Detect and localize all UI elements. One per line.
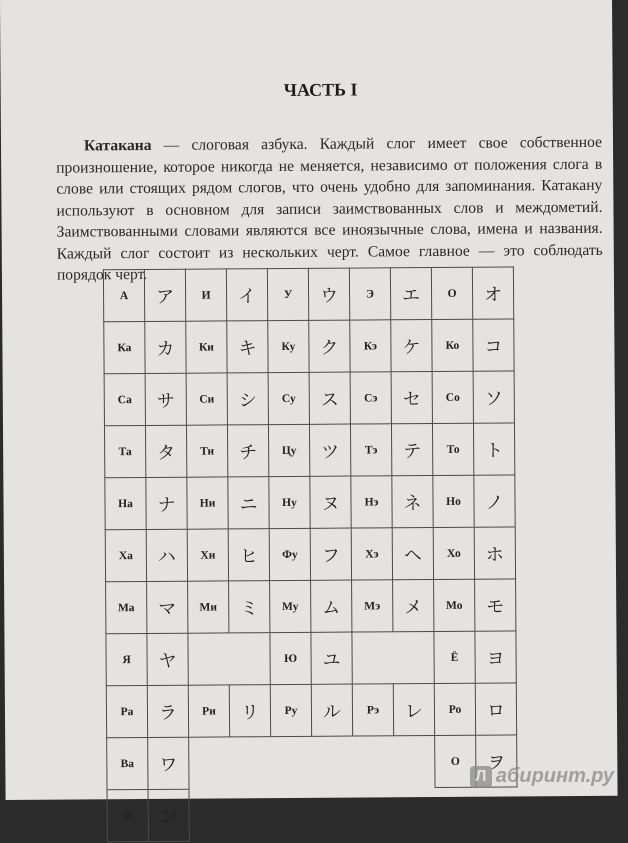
table-row [104,371,514,426]
katakana-glyph: ト [473,423,514,475]
syllable-reading: Хо [433,527,474,579]
empty-area [435,787,517,840]
table-row [106,683,516,738]
table-row [107,787,517,842]
katakana-glyph: ル [311,684,352,736]
syllable-reading: Су [268,372,309,424]
blank-cell [188,633,270,686]
katakana-glyph: ク [309,320,350,372]
syllable-reading: Ни [187,477,228,529]
katakana-glyph: ハ [146,529,187,581]
katakana-glyph: ヌ [310,476,351,528]
syllable-reading: И [185,269,226,321]
syllable-reading: А [103,269,144,321]
katakana-glyph: カ [145,321,186,373]
katakana-glyph: シ [227,373,268,425]
katakana-glyph: モ [475,579,516,631]
empty-area [271,736,353,789]
syllable-reading: Ну [269,476,310,528]
katakana-glyph: ヒ [228,529,269,581]
syllable-reading: Ру [270,684,311,736]
syllable-reading: Ма [106,581,147,633]
syllable-reading: Тэ [350,424,391,476]
intro-paragraph [56,132,603,286]
katakana-glyph: ラ [147,685,188,737]
intro-text: — слоговая азбука. Каждый слог имеет свое собственное произношение, которое никогда не меняется, независимо от положения слога в слове или стоящих рядом слогов, что очень удобно для запоминания. Катакану используют в основном для записи заимствованных слов и междометий. Заимствованными словами являются все иноязычные слова, имена и названия. Каждый слог состоит из нескольких черт. Самое главное — это соблюдать порядок черт. [56,134,603,284]
katakana-glyph: ニ [228,477,269,529]
syllable-reading: Цу [268,424,309,476]
watermark-text: абиринт.ру [496,765,614,788]
katakana-glyph: ヨ [475,631,516,683]
syllable-reading: Мо [434,579,475,631]
katakana-glyph: ツ [309,424,350,476]
syllable-reading: Ми [188,581,229,633]
empty-area [353,735,435,788]
katakana-glyph: ケ [391,319,432,371]
syllable-reading: Ё [434,631,475,683]
katakana-glyph: ソ [473,371,514,423]
katakana-glyph: レ [393,683,434,735]
katakana-glyph: コ [473,319,514,371]
watermark [470,765,614,788]
katakana-glyph: リ [229,685,270,737]
katakana-glyph: タ [145,425,186,477]
syllable-reading: О [435,735,476,787]
syllable-reading: Ку [268,320,309,372]
syllable-reading: Я [106,633,147,685]
empty-area [189,737,271,790]
katakana-glyph: チ [227,425,268,477]
syllable-reading: Рэ [352,684,393,736]
syllable-reading: Э [349,268,390,320]
syllable-reading: Фу [269,528,310,580]
katakana-glyph: ヤ [147,633,188,685]
katakana-glyph: エ [390,267,431,319]
empty-area [189,789,271,842]
syllable-reading: Си [186,373,227,425]
katakana-glyph: マ [147,581,188,633]
syllable-reading: Со [432,371,473,423]
katakana-glyph: ネ [392,475,433,527]
table-row [105,527,515,582]
katakana-glyph: ミ [229,581,270,633]
syllable-reading: Ри [188,685,229,737]
katakana-glyph: ヘ [392,527,433,579]
syllable-reading: Ю [270,632,311,684]
syllable-reading: На [105,477,146,529]
katakana-glyph: ユ [311,632,352,684]
syllable-reading: Ти [186,425,227,477]
katakana-glyph: セ [391,371,432,423]
syllable-reading: Ро [434,683,475,735]
katakana-glyph: ム [311,580,352,632]
katakana-glyph: ン [148,789,189,841]
katakana-glyph: フ [310,528,351,580]
katakana-glyph: ロ [475,683,516,735]
table-row [106,579,516,634]
katakana-glyph: ウ [308,268,349,320]
table-row [106,631,516,686]
katakana-glyph: テ [391,423,432,475]
syllable-reading: Ки [186,321,227,373]
syllable-reading: Ко [432,319,473,371]
katakana-glyph: メ [393,579,434,631]
katakana-glyph: ノ [474,475,515,527]
katakana-glyph: ス [309,372,350,424]
syllable-reading: О [431,267,472,319]
syllable-reading: Н [107,789,148,841]
syllable-reading: Ра [106,685,147,737]
blank-cell [352,631,434,684]
table-row [105,475,515,530]
watermark-logo-mark: Л [470,766,492,788]
katakana-glyph: ナ [146,477,187,529]
katakana-table [103,266,518,842]
syllable-reading: Нэ [351,476,392,528]
empty-area [271,788,353,841]
syllable-reading: Му [270,580,311,632]
table-row [104,319,514,374]
katakana-glyph: ホ [474,527,515,579]
table-row [107,735,517,790]
katakana-glyph: イ [226,269,267,321]
syllable-reading: Хи [187,529,228,581]
syllable-reading: Ха [105,529,146,581]
katakana-glyph: ワ [148,737,189,789]
syllable-reading: Та [104,425,145,477]
syllable-reading: Са [104,373,145,425]
katakana-glyph: オ [472,267,513,319]
empty-area [353,787,435,840]
table-row [104,423,514,478]
syllable-reading: Мэ [352,580,393,632]
katakana-glyph: ア [144,269,185,321]
katakana-glyph: ヲ [476,735,517,787]
syllable-reading: Кэ [350,320,391,372]
page-title: ЧАСТЬ I [1,78,628,103]
syllable-reading: Ка [104,321,145,373]
term-katakana: Катакана [84,137,152,154]
syllable-reading: Сэ [350,372,391,424]
syllable-reading: Хэ [351,528,392,580]
katakana-glyph: キ [227,321,268,373]
katakana-glyph: サ [145,373,186,425]
syllable-reading: То [432,423,473,475]
syllable-reading: Ва [107,737,148,789]
table-row [103,267,513,322]
syllable-reading: У [267,268,308,320]
syllable-reading: Но [433,475,474,527]
